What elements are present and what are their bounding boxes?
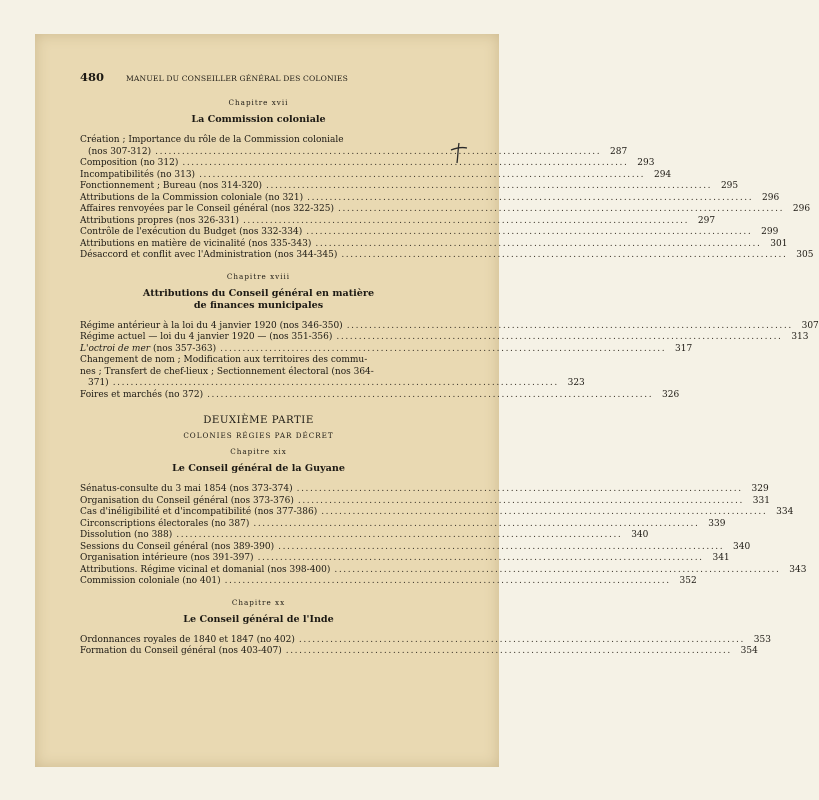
toc-entry [80,204,811,216]
toc-page-number: 329 [751,484,769,494]
toc-entry [80,484,769,496]
chapter-label: Chapitre xvii [228,98,289,107]
toc-entry [80,634,771,647]
toc-entry [80,238,788,251]
toc-page-number: 323 [567,378,585,388]
dot-leader: .................................................................................................... [285,646,732,656]
part-subtitle: COLONIES RÉGIES PAR DÉCRET [183,431,334,440]
toc-entry-text: Dissolution (no 388) [80,530,173,540]
toc-entry-text: Désaccord et conflit avec l'Administration (nos 344-345) [80,250,338,260]
toc-page-number: 296 [762,192,780,203]
toc-entry-text: Commission coloniale (no 401) [80,576,221,586]
toc-entry-text: Circonscriptions électorales (no 387) [80,518,250,529]
toc-page-number: 287 [610,146,628,157]
toc-entry-text: Formation du Conseil général (nos 403-407) [80,646,282,656]
toc-entry-text: Affaires renvoyées par le Conseil général (nos 322-325) [80,204,334,214]
dot-leader: .................................................................................................... [315,238,762,249]
toc-entry [80,332,809,344]
toc-entry-text: 371) [88,378,109,388]
toc-entry-text: Contrôle de l'exécution du Budget (nos 332-334) [80,227,303,237]
toc-page-number: 301 [770,238,788,249]
toc-entry [80,158,655,170]
dot-leader: .................................................................................................... [297,495,744,506]
toc-entry [80,646,758,658]
toc-entry-text: Fonctionnement ; Bureau (nos 314-320) [80,181,263,191]
toc-entry-text: Changement de nom ; Modification aux territoires des commu- [80,355,368,365]
chapter-title: Le Conseil général de l'Inde [183,613,334,625]
toc-page-number: 295 [720,181,739,191]
chapter-label: Chapitre xviii [226,271,291,281]
dot-leader: .................................................................................................... [306,227,753,237]
toc-page-number: 326 [662,389,680,400]
toc-page-number: 307 [801,320,819,331]
chapter-label: Chapitre xix [230,447,287,456]
toc-page-number: 353 [753,634,771,645]
toc-entry-text: Organisation intérieure (nos 391-397) [80,553,254,563]
toc-entry [80,389,680,402]
toc-entry [80,215,716,228]
toc-page-number: 313 [791,332,809,342]
part-title: DEUXIÈME PARTIE [203,415,314,426]
dot-leader: .................................................................................................... [334,564,781,575]
toc-entry [80,518,726,531]
toc-entry-text: Foires et marchés (no 372) [80,389,204,400]
dot-leader: .................................................................................................... [278,541,725,552]
toc-entry [80,507,794,519]
toc-entry-text-italic: L'octroi de mer [80,343,151,354]
toc-entry [80,135,628,158]
toc-entry-text: Régime actuel — loi du 4 janvier 1920 — (nos 351-356) [80,332,333,342]
page-number: 480 [80,70,105,84]
chapter-title: La Commission coloniale [191,114,326,125]
toc-page-number: 293 [637,158,655,168]
toc-entry-text: Sessions du Conseil général (nos 389-390) [80,541,275,552]
toc-entry [80,495,770,508]
running-title: MANUEL DU CONSEILLER GÉNÉRAL DES COLONIES [126,74,348,83]
toc-entry-text: Création ; Importance du rôle de la Commission coloniale [80,135,344,145]
dot-leader: .................................................................................................... [155,146,602,157]
toc-page-number: 354 [740,646,758,656]
dot-leader: .................................................................................................... [296,484,743,494]
toc-entry [80,553,730,565]
chapter-title: Le Conseil général de la Guyane [172,463,345,474]
toc-entry [80,192,780,205]
chapter-title-line: de finances municipales [193,299,324,311]
dot-leader: .................................................................................................... [321,507,768,517]
toc-entry-text: Incompatibilités (no 313) [80,169,196,180]
toc-entry [80,576,697,588]
toc-entry-text: Ordonnances royales de 1840 et 1847 (no 402) [80,634,295,645]
toc-page-number: 299 [761,227,779,237]
dot-leader: .................................................................................................... [253,518,700,529]
dot-leader: .................................................................................................... [307,192,754,203]
dot-leader: .................................................................................................... [242,215,690,226]
toc-entry [80,530,649,542]
toc-page-number: 343 [789,564,807,575]
toc-entry [80,181,739,193]
toc-entry-text: Sénatus-consulte du 3 mai 1854 (nos 373-374) [80,484,293,494]
toc-page-number: 297 [697,215,716,226]
toc-entry [80,227,779,239]
toc-entry-text: (nos 357-363) [150,343,217,354]
dot-leader: .................................................................................................... [112,378,559,388]
toc-entry-text: Attributions propres (nos 326-331) [80,215,239,226]
dot-leader: .................................................................................................... [266,181,713,191]
toc-page-number: 317 [675,343,693,354]
toc-page-number: 305 [796,250,814,260]
chapter-title [80,288,437,312]
dot-leader: .................................................................................................... [182,158,629,168]
toc-entry-text: Cas d'inéligibilité et d'incompatibilité (nos 377-386) [80,507,318,517]
table-of-contents [80,70,819,658]
chapter-label: Chapitre xx [231,597,286,607]
toc-page-number: 339 [708,518,726,529]
toc-page-number: 334 [776,507,794,517]
dot-leader: .................................................................................................... [257,553,704,563]
toc-page-number: 296 [792,204,811,214]
toc-entry [80,250,814,262]
toc-page-number: 331 [752,495,770,506]
dot-leader: .................................................................................................... [336,332,783,342]
toc-entry [80,564,807,577]
toc-entry [80,355,585,390]
toc-entry-text: Attributions en matière de vicinalité (nos 335-343) [80,238,312,249]
toc-page-number: 294 [653,169,672,180]
toc-entry [80,320,819,333]
toc-entry [80,343,693,356]
chapter-title-line: Attributions du Conseil général en matière [142,287,375,299]
dot-leader: .................................................................................................... [220,343,667,354]
toc-page-number: 341 [712,553,730,563]
toc-entry-text: Organisation du Conseil général (nos 373-376) [80,495,294,506]
dot-leader: .................................................................................................... [337,204,785,214]
running-header [80,70,437,84]
toc-entry [80,541,751,554]
toc-entry-text: Composition (no 312) [80,158,179,168]
dot-leader: .................................................................................................... [346,320,793,331]
dot-leader: .................................................................................................... [224,576,671,586]
toc-entry-text: Attributions de la Commission coloniale (no 321) [80,192,304,203]
dot-leader: .................................................................................................... [207,389,654,400]
toc-entry [80,169,672,182]
toc-entry-text: (nos 307-312) [88,146,152,157]
toc-page-number: 340 [733,541,751,552]
toc-page-number: 352 [679,576,697,586]
toc-entry-text: nes ; Transfert de chef-lieux ; Sectionnement électoral (nos 364- [80,366,374,377]
toc-entry-text: Régime antérieur à la loi du 4 janvier 1920 (nos 346-350) [80,320,343,331]
dot-leader: .................................................................................................... [176,530,623,540]
dot-leader: .................................................................................................... [199,169,646,180]
dot-leader: .................................................................................................... [298,634,745,645]
dot-leader: .................................................................................................... [341,250,788,260]
toc-entry-text: Attributions. Régime vicinal et domanial (nos 398-400) [80,564,331,575]
toc-page-number: 340 [631,530,649,540]
